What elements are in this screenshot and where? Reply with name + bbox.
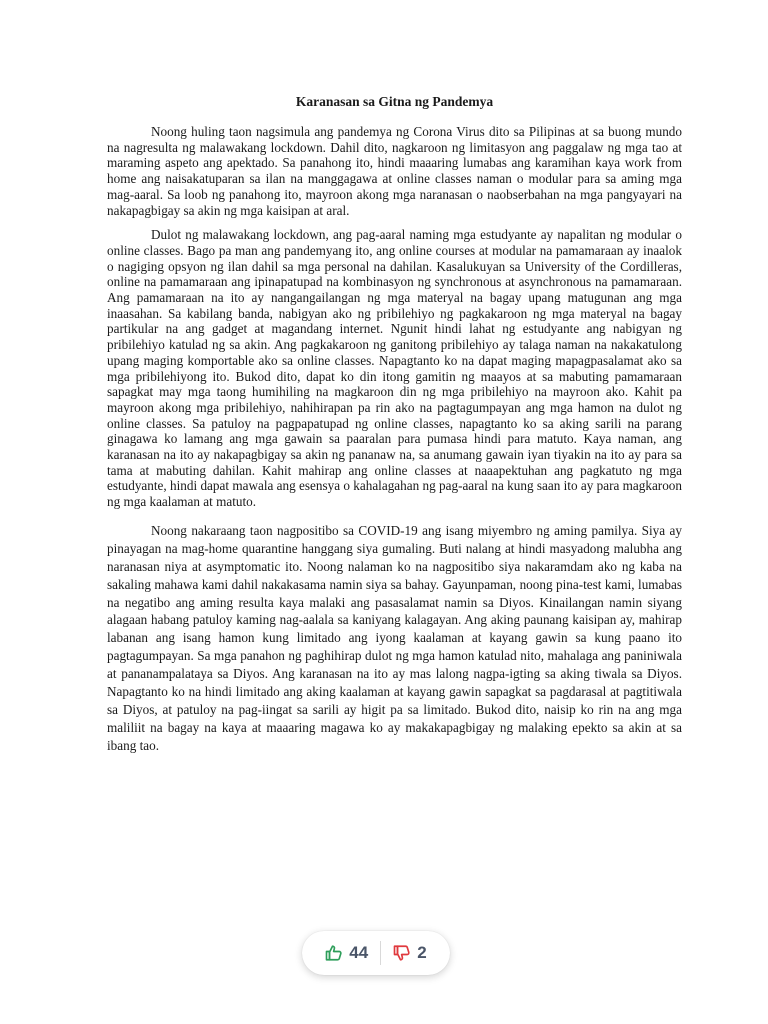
paragraph-3: Noong nakaraang taon nagpositibo sa COVID-19 ang isang miyembro ng aming pamilya. Siya ay pinayagan na mag-home quarantine hanggang siya gumaling. Buti nalang at hindi masyadong malubha ang naranasan niya at asymptomatic ito. Noong nalaman ko na nagpositibo siya nakaramdam ako ng kaba na sakaling mahawa kami dahil nakakasama namin siya sa bahay. Gayunpaman, noong pina-test kami, lumabas na negatibo ang aming resulta kaya malaki ang pasasalamat namin sa Diyos. Kinailangan namin siyang alagaan habang patuloy kaming nag-aalala sa kaniyang kalagayan. Ang aking paunang kaisipan ay, mahirap labanan ang isang hamon kung limitado ang iyong kaalaman at kayang gawin sa kung paano ito pagtagumpayan. Sa mga panahon ng paghihirap dulot ng mga hamon katulad nito, mahalaga ang paniniwala at pananampalataya sa Diyos. Ang karanasan na ito ay mas lalong nagpa-igting sa aking tiwala sa Diyos. Napagtanto ko na hindi limitado ang aking kaalaman at kayang gawin sapagkat sa pagdarasal at pagtitiwala sa Diyos, at patuloy na pag-iingat sa sarili ay higit pa sa limitado. Bukod dito, naisip ko rin na ang mga maliliit na bagay na kaya at maaaring magawa ko ay makakapagbigay ng malaking epekto sa akin at sa ibang tao.: [107, 522, 682, 753]
downvote-count: 2: [417, 943, 427, 962]
downvote-button[interactable]: [381, 943, 438, 963]
thumbs-down-icon: [393, 944, 411, 962]
vote-widget: [302, 931, 450, 975]
paragraph-2: Dulot ng malawakang lockdown, ang pag-aaral naming mga estudyante ay napalitan ng modular o online classes. Bago pa man ang pandemyang ito, ang online courses at modular na pamamaraan ay inaalok o nagiging opsyon ng ilan dahil sa mga personal na dahilan. Kasalukuyan sa University of the Cordilleras, online na pamamaraan ang ipinapatupad na kombinasyon ng synchronous at asynchronous na pamamaraan. Ang pamamaraan na ito ay nangangailangan ng mga materyal na bagay upang matugunan ang mga inaasahan. Sa kabilang banda, nabigyan ako ng pribilehiyo ng pagkakaroon ng mga materyal na bagay partikular na ang gadget at magandang internet. Ngunit hindi lahat ng estudyante ang nabigyan ng pribilehiyo katulad ng sa akin. Ang pagkakaroon ng ganitong pribilehiyo ay talaga naman na nakakatulong upang maging komportable ako sa online classes. Napagtanto ko na dapat maging mapagpasalamat ako sa mga pribilehiyong ito. Bukod dito, dapat ko din itong gamitin ng maayos at sa mabuting pamamaraan sapagkat may mga taong humihiling na magkaroon din ng mga pribilehiyo na mayroon ako. Kahit pa mayroon akong mga pribilehiyo, nahihirapan pa rin ako na pagtagumpayan ang mga hamon na dulot ng online classes. Sa patuloy na pagpapatupad ng online classes, napagtanto ko sa aking sarili na parang ginagawa ko lamang ang mga gawain sa paaralan para pumasa hindi para matuto. Kaya naman, ang karanasan na ito ay nakapagbigay sa akin ng pananaw na, sa anumang gawain iyan tiyakin na ito ay para sa tama at mabuting dahilan. Kahit mahirap ang online classes at naaapektuhan ang pagkatuto ng mga estudyante, hindi dapat mawala ang esensya o kahalagahan ng pag-aaral na kung saan ito ay para magkaroon ng mga kaalaman at matuto.: [107, 227, 682, 510]
thumbs-up-icon: [325, 944, 343, 962]
upvote-button[interactable]: [313, 943, 380, 963]
document-title: Karanasan sa Gitna ng Pandemya: [295, 94, 494, 109]
document-page: [107, 94, 682, 764]
paragraph-1: Noong huling taon nagsimula ang pandemya ng Corona Virus dito sa Pilipinas at sa buong mundo na nagresulta ng malawakang lockdown. Dahil dito, nagkaroon ng limitasyon ang paggalaw ng mga tao at maraming aspeto ang apektado. Sa panahong ito, hindi maaaring lumabas ang karamihan kaya work from home ang naisakatuparan sa ilan na manggagawa at online classes naman o modular para sa aming mga mag-aaral. Sa loob ng panahong ito, mayroon akong mga naranasan o naobserbahan na mga pangyayari na nakapagbigay sa akin ng mga kaisipan at aral.: [107, 124, 682, 218]
upvote-count: 44: [349, 943, 369, 962]
